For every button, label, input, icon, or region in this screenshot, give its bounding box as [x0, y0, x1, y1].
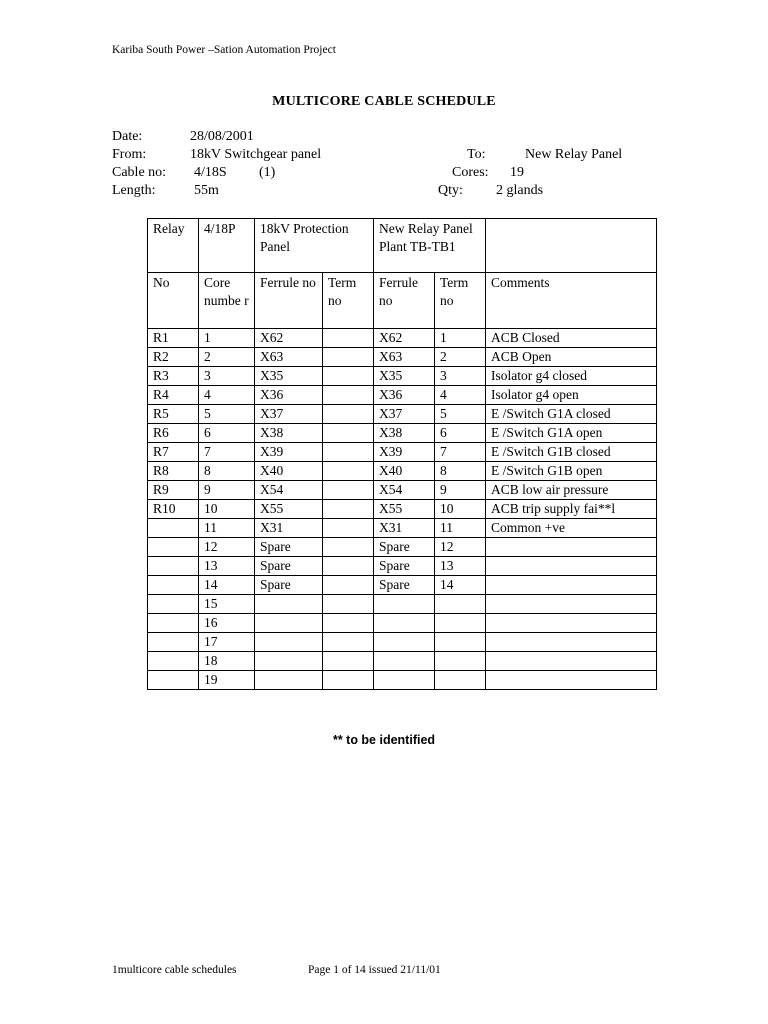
- comments-cell: [486, 538, 657, 557]
- comments-cell: [486, 614, 657, 633]
- comments-cell: ACB Open: [486, 348, 657, 367]
- table-row: [148, 538, 657, 557]
- term-no-cell: 11: [435, 519, 486, 538]
- ferrule-no-cell: X39: [255, 443, 323, 462]
- ferrule-no-cell: Spare: [374, 557, 435, 576]
- term-no-cell: [435, 595, 486, 614]
- core-number-cell: 5: [199, 405, 255, 424]
- term-no-cell: 14: [435, 576, 486, 595]
- comments-cell: E /Switch G1A closed: [486, 405, 657, 424]
- relay-no-cell: R6: [148, 424, 199, 443]
- cores-value: 19: [510, 165, 524, 180]
- relay-no-cell: [148, 614, 199, 633]
- ferrule-no-cell: X35: [374, 367, 435, 386]
- header-protection-panel: 18kV Protection Panel: [255, 219, 374, 273]
- relay-no-cell: [148, 576, 199, 595]
- term-no-cell: [323, 557, 374, 576]
- ferrule-no-cell: Spare: [255, 576, 323, 595]
- relay-no-cell: R2: [148, 348, 199, 367]
- table-header-row-1: [148, 219, 657, 273]
- term-no-cell: 12: [435, 538, 486, 557]
- core-number-cell: 4: [199, 386, 255, 405]
- term-no-cell: [435, 652, 486, 671]
- core-number-cell: 19: [199, 671, 255, 690]
- comments-cell: [486, 557, 657, 576]
- core-number-cell: 9: [199, 481, 255, 500]
- ferrule-no-cell: [374, 595, 435, 614]
- term-no-cell: [435, 614, 486, 633]
- relay-no-cell: [148, 652, 199, 671]
- from-value: 18kV Switchgear panel: [190, 147, 322, 162]
- relay-no-cell: [148, 633, 199, 652]
- core-number-cell: 2: [199, 348, 255, 367]
- table-row: [148, 424, 657, 443]
- ferrule-no-cell: Spare: [255, 538, 323, 557]
- ferrule-no-cell: X54: [374, 481, 435, 500]
- footer-filename: 1multicore cable schedules: [112, 964, 237, 976]
- table-row: [148, 614, 657, 633]
- table-row: [148, 386, 657, 405]
- ferrule-no-cell: [374, 652, 435, 671]
- ferrule-no-cell: X40: [255, 462, 323, 481]
- comments-cell: E /Switch G1B closed: [486, 443, 657, 462]
- table-header-row-2: [148, 273, 657, 329]
- term-no-cell: [323, 329, 374, 348]
- ferrule-no-cell: X31: [374, 519, 435, 538]
- core-number-cell: 11: [199, 519, 255, 538]
- document-header: Kariba South Power –Sation Automation Project: [112, 44, 336, 56]
- core-number-cell: 16: [199, 614, 255, 633]
- ferrule-no-cell: X31: [255, 519, 323, 538]
- relay-no-cell: R4: [148, 386, 199, 405]
- table-row: [148, 367, 657, 386]
- relay-no-cell: R10: [148, 500, 199, 519]
- ferrule-no-cell: X37: [255, 405, 323, 424]
- comments-cell: ACB Closed: [486, 329, 657, 348]
- length-value: 55m: [194, 183, 219, 198]
- term-no-cell: [323, 652, 374, 671]
- relay-no-cell: R5: [148, 405, 199, 424]
- header-cable-ref: 4/18P: [199, 219, 255, 273]
- relay-no-cell: [148, 557, 199, 576]
- relay-no-cell: R9: [148, 481, 199, 500]
- comments-cell: [486, 633, 657, 652]
- term-no-cell: [323, 538, 374, 557]
- length-label: Length:: [112, 183, 156, 198]
- term-no-cell: 2: [435, 348, 486, 367]
- comments-cell: [486, 595, 657, 614]
- ferrule-no-cell: X63: [255, 348, 323, 367]
- term-no-cell: [323, 443, 374, 462]
- relay-no-cell: [148, 538, 199, 557]
- core-number-cell: 13: [199, 557, 255, 576]
- ferrule-no-cell: X62: [255, 329, 323, 348]
- relay-no-cell: [148, 519, 199, 538]
- table-row: [148, 633, 657, 652]
- to-value: New Relay Panel: [525, 147, 623, 162]
- term-no-cell: [323, 348, 374, 367]
- table-row: [148, 671, 657, 690]
- core-number-cell: 14: [199, 576, 255, 595]
- term-no-cell: [323, 614, 374, 633]
- term-no-cell: 3: [435, 367, 486, 386]
- term-no-cell: [323, 595, 374, 614]
- term-no-cell: [323, 462, 374, 481]
- ferrule-no-cell: [255, 671, 323, 690]
- core-number-cell: 18: [199, 652, 255, 671]
- comments-cell: [486, 576, 657, 595]
- comments-cell: Isolator g4 open: [486, 386, 657, 405]
- cable-no-value: 4/18S: [194, 165, 227, 180]
- term-no-cell: 13: [435, 557, 486, 576]
- ferrule-no-cell: X55: [255, 500, 323, 519]
- term-no-cell: [323, 481, 374, 500]
- ferrule-no-cell: X38: [374, 424, 435, 443]
- page-title: MULTICORE CABLE SCHEDULE: [272, 94, 496, 109]
- comments-cell: [486, 652, 657, 671]
- table-row: [148, 348, 657, 367]
- term-no-cell: [323, 424, 374, 443]
- term-no-cell: [323, 519, 374, 538]
- cable-no-suffix: (1): [259, 165, 276, 180]
- ferrule-no-cell: [255, 633, 323, 652]
- qty-value: 2 glands: [496, 183, 544, 198]
- core-number-cell: 15: [199, 595, 255, 614]
- table-row: [148, 405, 657, 424]
- ferrule-no-cell: X38: [255, 424, 323, 443]
- term-no-cell: [323, 671, 374, 690]
- table-row: [148, 462, 657, 481]
- core-number-cell: 1: [199, 329, 255, 348]
- table-row: [148, 481, 657, 500]
- term-no-cell: 9: [435, 481, 486, 500]
- table-row: [148, 576, 657, 595]
- term-no-cell: 7: [435, 443, 486, 462]
- date-label: Date:: [112, 129, 143, 144]
- comments-cell: Common +ve: [486, 519, 657, 538]
- table-row: [148, 329, 657, 348]
- ferrule-no-cell: X35: [255, 367, 323, 386]
- footnote: ** to be identified: [332, 733, 436, 747]
- term-no-cell: 4: [435, 386, 486, 405]
- ferrule-no-cell: X36: [374, 386, 435, 405]
- term-no-cell: [323, 367, 374, 386]
- ferrule-no-cell: [255, 614, 323, 633]
- term-no-cell: 1: [435, 329, 486, 348]
- relay-no-cell: R7: [148, 443, 199, 462]
- ferrule-no-cell: Spare: [374, 576, 435, 595]
- cable-no-label: Cable no:: [112, 165, 167, 180]
- core-number-cell: 7: [199, 443, 255, 462]
- qty-label: Qty:: [438, 183, 463, 198]
- header-term-no: Term no: [435, 273, 486, 329]
- core-number-cell: 8: [199, 462, 255, 481]
- header-ferrule-no: Ferrule no: [374, 273, 435, 329]
- ferrule-no-cell: X40: [374, 462, 435, 481]
- header-no: No: [148, 273, 199, 329]
- to-label: To:: [467, 147, 486, 162]
- term-no-cell: 5: [435, 405, 486, 424]
- table-row: [148, 443, 657, 462]
- ferrule-no-cell: [374, 614, 435, 633]
- cable-schedule-table: [147, 218, 657, 690]
- term-no-cell: 8: [435, 462, 486, 481]
- header-relay: Relay: [148, 219, 199, 273]
- ferrule-no-cell: [374, 633, 435, 652]
- ferrule-no-cell: X36: [255, 386, 323, 405]
- ferrule-no-cell: X63: [374, 348, 435, 367]
- ferrule-no-cell: X37: [374, 405, 435, 424]
- core-number-cell: 3: [199, 367, 255, 386]
- ferrule-no-cell: X39: [374, 443, 435, 462]
- table-row: [148, 557, 657, 576]
- table-row: [148, 500, 657, 519]
- footer-page-info: Page 1 of 14 issued 21/11/01: [308, 964, 441, 976]
- comments-cell: ACB trip supply fai**l: [486, 500, 657, 519]
- term-no-cell: [435, 633, 486, 652]
- ferrule-no-cell: X62: [374, 329, 435, 348]
- header-comments: Comments: [486, 273, 657, 329]
- table-row: [148, 595, 657, 614]
- relay-no-cell: R1: [148, 329, 199, 348]
- relay-no-cell: [148, 595, 199, 614]
- header-core-number: Core numbe r: [199, 273, 255, 329]
- from-label: From:: [112, 147, 147, 162]
- term-no-cell: 10: [435, 500, 486, 519]
- cores-label: Cores:: [452, 165, 489, 180]
- comments-cell: E /Switch G1A open: [486, 424, 657, 443]
- header-term-no: Term no: [323, 273, 374, 329]
- core-number-cell: 10: [199, 500, 255, 519]
- ferrule-no-cell: [255, 652, 323, 671]
- ferrule-no-cell: Spare: [255, 557, 323, 576]
- term-no-cell: [323, 386, 374, 405]
- core-number-cell: 17: [199, 633, 255, 652]
- header-blank: [486, 219, 657, 273]
- core-number-cell: 12: [199, 538, 255, 557]
- term-no-cell: [323, 405, 374, 424]
- term-no-cell: [435, 671, 486, 690]
- comments-cell: [486, 671, 657, 690]
- relay-no-cell: R3: [148, 367, 199, 386]
- core-number-cell: 6: [199, 424, 255, 443]
- term-no-cell: 6: [435, 424, 486, 443]
- table-row: [148, 652, 657, 671]
- relay-no-cell: R8: [148, 462, 199, 481]
- comments-cell: E /Switch G1B open: [486, 462, 657, 481]
- term-no-cell: [323, 500, 374, 519]
- ferrule-no-cell: [255, 595, 323, 614]
- ferrule-no-cell: Spare: [374, 538, 435, 557]
- table-row: [148, 519, 657, 538]
- relay-no-cell: [148, 671, 199, 690]
- date-value: 28/08/2001: [190, 129, 254, 144]
- comments-cell: ACB low air pressure: [486, 481, 657, 500]
- header-new-relay-panel: New Relay Panel Plant TB-TB1: [374, 219, 486, 273]
- ferrule-no-cell: X55: [374, 500, 435, 519]
- comments-cell: Isolator g4 closed: [486, 367, 657, 386]
- ferrule-no-cell: X54: [255, 481, 323, 500]
- header-ferrule-no: Ferrule no: [255, 273, 323, 329]
- term-no-cell: [323, 633, 374, 652]
- term-no-cell: [323, 576, 374, 595]
- ferrule-no-cell: [374, 671, 435, 690]
